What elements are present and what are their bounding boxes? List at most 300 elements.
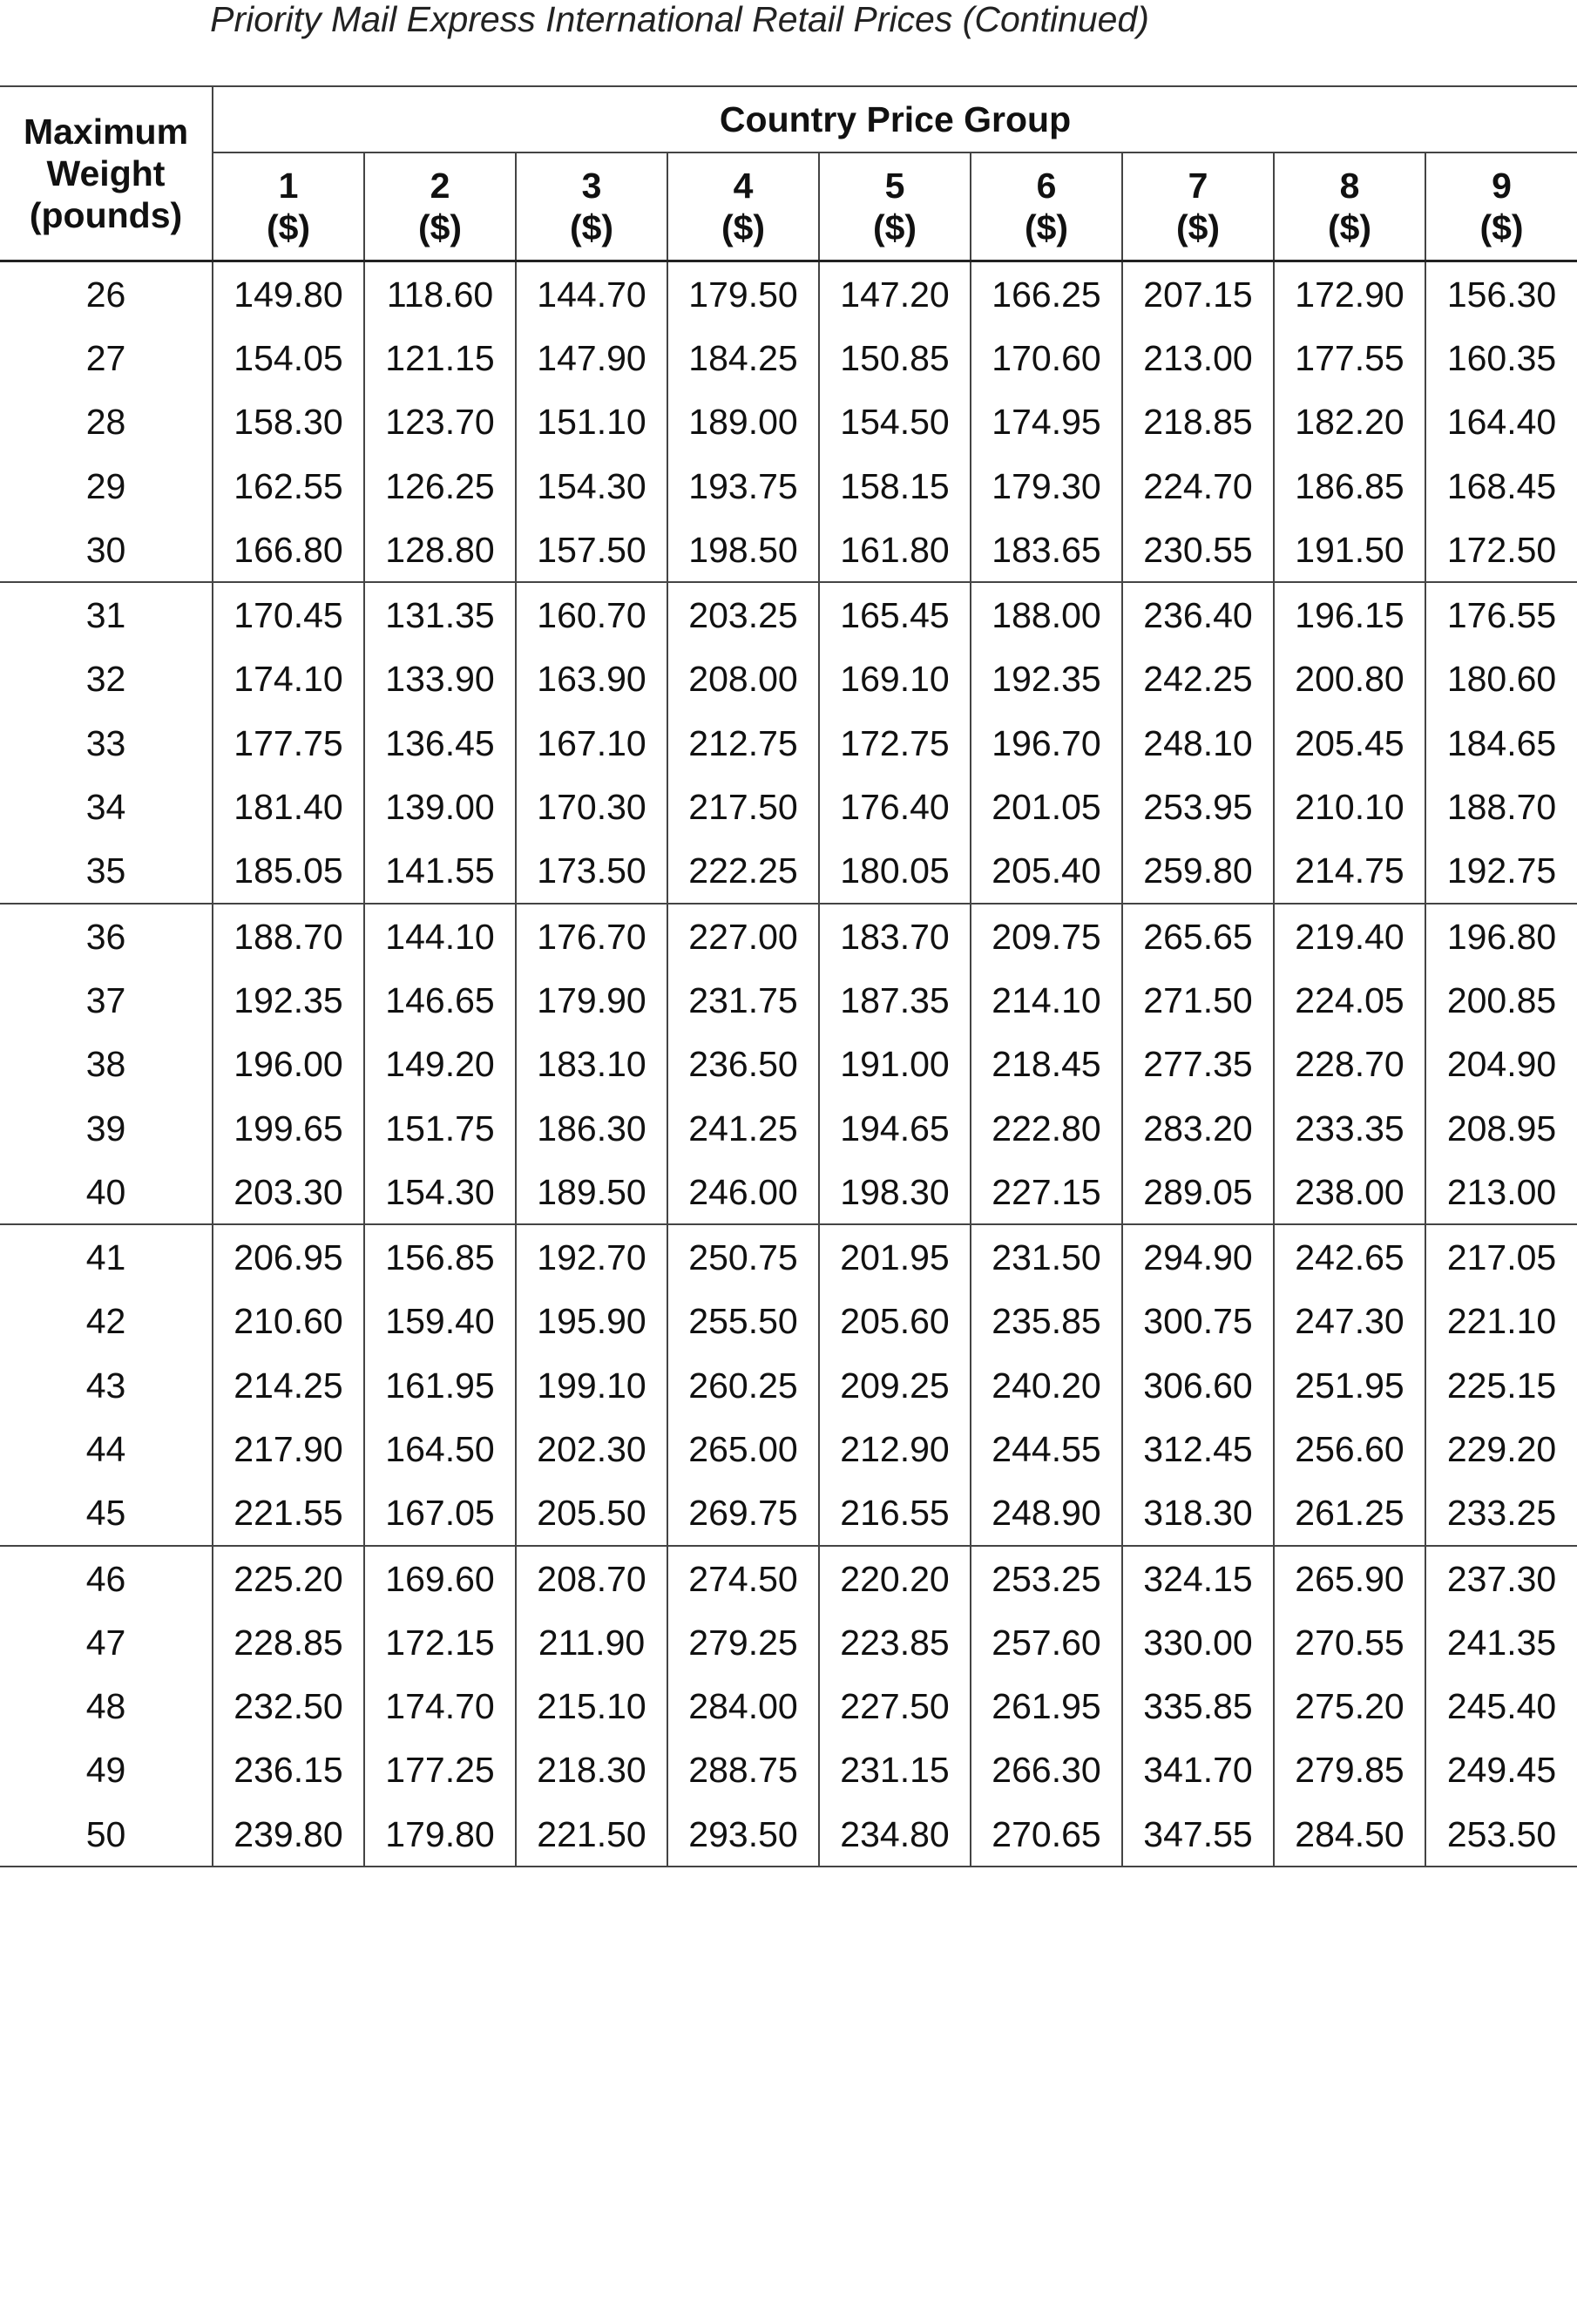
- weight-header-line: Weight: [46, 153, 166, 193]
- price-cell: 147.90: [516, 326, 667, 390]
- price-cell: 324.15: [1122, 1546, 1274, 1610]
- price-cell: 221.55: [213, 1481, 364, 1546]
- price-cell: 212.75: [667, 711, 819, 775]
- price-cell: 164.40: [1425, 390, 1577, 454]
- price-group-unit: ($): [569, 207, 614, 247]
- price-cell: 275.20: [1274, 1675, 1425, 1738]
- table-row: [0, 1353, 1577, 1417]
- price-cell: 221.50: [516, 1802, 667, 1867]
- price-cell: 179.90: [516, 968, 667, 1032]
- price-cell: 228.85: [213, 1610, 364, 1674]
- price-group-unit: ($): [1327, 207, 1372, 247]
- price-cell: 218.30: [516, 1738, 667, 1802]
- price-cell: 341.70: [1122, 1738, 1274, 1802]
- price-cell: 256.60: [1274, 1417, 1425, 1480]
- weight-cell: 27: [85, 337, 126, 378]
- weight-cell: 48: [85, 1686, 126, 1727]
- price-cell: 195.90: [516, 1290, 667, 1353]
- price-cell: 260.25: [667, 1353, 819, 1417]
- price-cell: 151.75: [364, 1096, 516, 1160]
- price-cell: 228.70: [1274, 1033, 1425, 1096]
- price-cell: 151.10: [516, 390, 667, 454]
- price-cell: 241.35: [1425, 1610, 1577, 1674]
- price-cell: 225.15: [1425, 1353, 1577, 1417]
- price-cell: 198.50: [667, 518, 819, 582]
- price-cell: 207.15: [1122, 261, 1274, 327]
- price-cell: 202.30: [516, 1417, 667, 1480]
- price-cell: 244.55: [971, 1417, 1122, 1480]
- price-group-number: 7: [1188, 166, 1208, 206]
- price-cell: 126.25: [364, 454, 516, 518]
- weight-cell: 42: [85, 1301, 126, 1342]
- price-cell: 224.05: [1274, 968, 1425, 1032]
- price-cell: 222.25: [667, 839, 819, 904]
- price-cell: 239.80: [213, 1802, 364, 1867]
- price-cell: 177.55: [1274, 326, 1425, 390]
- price-cell: 206.95: [213, 1224, 364, 1289]
- weight-header-line: Maximum: [23, 112, 189, 152]
- price-cell: 236.15: [213, 1738, 364, 1802]
- price-cell: 180.60: [1425, 647, 1577, 711]
- table-row: [0, 1481, 1577, 1546]
- price-cell: 154.30: [516, 454, 667, 518]
- table-row: [0, 1290, 1577, 1353]
- price-cell: 191.50: [1274, 518, 1425, 582]
- price-cell: 196.15: [1274, 582, 1425, 647]
- price-group-number: 6: [1036, 166, 1057, 206]
- price-cell: 224.70: [1122, 454, 1274, 518]
- weight-cell: 43: [85, 1365, 126, 1406]
- price-cell: 217.90: [213, 1417, 364, 1480]
- price-cell: 168.45: [1425, 454, 1577, 518]
- weight-header-line: (pounds): [29, 195, 183, 235]
- price-group-unit: ($): [721, 207, 766, 247]
- price-cell: 236.40: [1122, 582, 1274, 647]
- price-cell: 166.25: [971, 261, 1122, 327]
- price-group-8-header: [1274, 152, 1425, 261]
- price-cell: 265.00: [667, 1417, 819, 1480]
- price-cell: 149.80: [213, 261, 364, 327]
- table-row: [0, 1160, 1577, 1224]
- price-cell: 227.00: [667, 904, 819, 968]
- price-cell: 192.70: [516, 1224, 667, 1289]
- weight-cell: 47: [85, 1622, 126, 1663]
- weight-cell: 41: [85, 1237, 126, 1278]
- price-cell: 167.05: [364, 1481, 516, 1546]
- price-cell: 217.50: [667, 775, 819, 838]
- price-group-unit: ($): [1479, 207, 1524, 247]
- price-cell: 160.35: [1425, 326, 1577, 390]
- price-cell: 248.10: [1122, 711, 1274, 775]
- weight-cell: 31: [85, 595, 126, 636]
- price-cell: 160.70: [516, 582, 667, 647]
- price-group-number: 8: [1339, 166, 1360, 206]
- table-row: [0, 390, 1577, 454]
- price-cell: 199.10: [516, 1353, 667, 1417]
- price-group-number: 3: [581, 166, 602, 206]
- price-cell: 200.80: [1274, 647, 1425, 711]
- price-cell: 241.25: [667, 1096, 819, 1160]
- price-cell: 227.15: [971, 1160, 1122, 1224]
- price-cell: 318.30: [1122, 1481, 1274, 1546]
- price-cell: 162.55: [213, 454, 364, 518]
- table-row: [0, 454, 1577, 518]
- weight-cell: 33: [85, 722, 126, 763]
- price-cell: 165.45: [819, 582, 971, 647]
- price-cell: 201.05: [971, 775, 1122, 838]
- price-cell: 179.80: [364, 1802, 516, 1867]
- price-cell: 208.95: [1425, 1096, 1577, 1160]
- table-row: [0, 1738, 1577, 1802]
- price-cell: 251.95: [1274, 1353, 1425, 1417]
- price-cell: 156.30: [1425, 261, 1577, 327]
- price-cell: 253.25: [971, 1546, 1122, 1610]
- price-cell: 231.15: [819, 1738, 971, 1802]
- price-cell: 306.60: [1122, 1353, 1274, 1417]
- price-cell: 289.05: [1122, 1160, 1274, 1224]
- table-row: [0, 1610, 1577, 1674]
- table-row: [0, 1802, 1577, 1867]
- table-row: [0, 711, 1577, 775]
- price-cell: 203.30: [213, 1160, 364, 1224]
- price-cell: 192.35: [213, 968, 364, 1032]
- price-cell: 172.90: [1274, 261, 1425, 327]
- price-cell: 246.00: [667, 1160, 819, 1224]
- table-row: [0, 326, 1577, 390]
- price-cell: 205.50: [516, 1481, 667, 1546]
- price-group-number: 5: [884, 166, 905, 206]
- table-row: [0, 518, 1577, 582]
- price-group-1-header: [213, 152, 364, 261]
- weight-cell: 36: [85, 916, 126, 957]
- price-cell: 212.90: [819, 1417, 971, 1480]
- price-cell: 209.75: [971, 904, 1122, 968]
- price-cell: 218.45: [971, 1033, 1122, 1096]
- weight-cell: 49: [85, 1750, 126, 1791]
- price-cell: 250.75: [667, 1224, 819, 1289]
- price-cell: 215.10: [516, 1675, 667, 1738]
- price-cell: 347.55: [1122, 1802, 1274, 1867]
- price-cell: 161.95: [364, 1353, 516, 1417]
- price-cell: 269.75: [667, 1481, 819, 1546]
- price-group-number: 4: [733, 166, 754, 206]
- price-cell: 123.70: [364, 390, 516, 454]
- price-cell: 185.05: [213, 839, 364, 904]
- price-cell: 242.65: [1274, 1224, 1425, 1289]
- table-row: [0, 1033, 1577, 1096]
- price-cell: 177.25: [364, 1738, 516, 1802]
- weight-cell: 37: [85, 979, 126, 1020]
- price-cell: 170.60: [971, 326, 1122, 390]
- price-cell: 208.00: [667, 647, 819, 711]
- price-cell: 248.90: [971, 1481, 1122, 1546]
- price-cell: 261.25: [1274, 1481, 1425, 1546]
- price-cell: 205.40: [971, 839, 1122, 904]
- table-header: [0, 86, 1577, 261]
- price-cell: 172.50: [1425, 518, 1577, 582]
- price-cell: 214.25: [213, 1353, 364, 1417]
- price-cell: 172.75: [819, 711, 971, 775]
- country-price-group-header: Country Price Group: [213, 86, 1577, 152]
- price-cell: 147.20: [819, 261, 971, 327]
- price-cell: 205.45: [1274, 711, 1425, 775]
- weight-cell: 32: [85, 659, 126, 700]
- price-cell: 240.20: [971, 1353, 1122, 1417]
- price-cell: 210.10: [1274, 775, 1425, 838]
- price-group-7-header: [1122, 152, 1274, 261]
- price-cell: 191.00: [819, 1033, 971, 1096]
- price-cell: 242.25: [1122, 647, 1274, 711]
- table-row: [0, 582, 1577, 647]
- weight-cell: 50: [0, 1802, 213, 1867]
- table-row: [0, 839, 1577, 904]
- price-cell: 166.80: [213, 518, 364, 582]
- price-cell: 227.50: [819, 1675, 971, 1738]
- price-cell: 270.55: [1274, 1610, 1425, 1674]
- price-cell: 200.85: [1425, 968, 1577, 1032]
- price-cell: 154.30: [364, 1160, 516, 1224]
- price-cell: 156.85: [364, 1224, 516, 1289]
- price-cell: 219.40: [1274, 904, 1425, 968]
- price-cell: 213.00: [1122, 326, 1274, 390]
- price-cell: 177.75: [213, 711, 364, 775]
- price-cell: 169.60: [364, 1546, 516, 1610]
- price-cell: 203.25: [667, 582, 819, 647]
- price-group-unit: ($): [1175, 207, 1221, 247]
- price-cell: 131.35: [364, 582, 516, 647]
- price-cell: 293.50: [667, 1802, 819, 1867]
- price-cell: 279.25: [667, 1610, 819, 1674]
- price-group-number: 1: [278, 166, 299, 206]
- price-cell: 179.30: [971, 454, 1122, 518]
- price-cell: 193.75: [667, 454, 819, 518]
- weight-cell: 44: [85, 1428, 126, 1469]
- weight-cell: 26: [85, 274, 126, 315]
- price-cell: 204.90: [1425, 1033, 1577, 1096]
- price-cell: 180.05: [819, 839, 971, 904]
- price-cell: 257.60: [971, 1610, 1122, 1674]
- price-group-2-header: [364, 152, 516, 261]
- price-cell: 141.55: [364, 839, 516, 904]
- price-cell: 161.80: [819, 518, 971, 582]
- table-row: [0, 1096, 1577, 1160]
- price-cell: 170.30: [516, 775, 667, 838]
- price-cell: 196.80: [1425, 904, 1577, 968]
- price-cell: 150.85: [819, 326, 971, 390]
- price-cell: 271.50: [1122, 968, 1274, 1032]
- page-title: Priority Mail Express International Retail Prices (Continued): [210, 0, 1149, 39]
- price-cell: 121.15: [364, 326, 516, 390]
- table-row: [0, 1224, 1577, 1289]
- price-cell: 159.40: [364, 1290, 516, 1353]
- price-cell: 236.50: [667, 1033, 819, 1096]
- price-cell: 222.80: [971, 1096, 1122, 1160]
- price-cell: 294.90: [1122, 1224, 1274, 1289]
- price-cell: 247.30: [1274, 1290, 1425, 1353]
- price-cell: 144.70: [516, 261, 667, 327]
- price-cell: 312.45: [1122, 1417, 1274, 1480]
- price-cell: 253.50: [1425, 1802, 1577, 1867]
- price-cell: 196.70: [971, 711, 1122, 775]
- price-cell: 283.20: [1122, 1096, 1274, 1160]
- price-group-number: 9: [1492, 166, 1512, 206]
- price-cell: 220.20: [819, 1546, 971, 1610]
- price-cell: 158.30: [213, 390, 364, 454]
- price-cell: 335.85: [1122, 1675, 1274, 1738]
- price-cell: 182.20: [1274, 390, 1425, 454]
- price-cell: 245.40: [1425, 1675, 1577, 1738]
- price-cell: 158.15: [819, 454, 971, 518]
- price-group-unit: ($): [417, 207, 463, 247]
- price-cell: 146.65: [364, 968, 516, 1032]
- price-cell: 187.35: [819, 968, 971, 1032]
- price-group-number: 2: [430, 166, 450, 206]
- price-cell: 176.40: [819, 775, 971, 838]
- price-cell: 265.90: [1274, 1546, 1425, 1610]
- price-group-5-header: [819, 152, 971, 261]
- price-cell: 173.50: [516, 839, 667, 904]
- price-cell: 229.20: [1425, 1417, 1577, 1480]
- price-cell: 196.00: [213, 1033, 364, 1096]
- price-cell: 192.75: [1425, 839, 1577, 904]
- price-cell: 284.50: [1274, 1802, 1425, 1867]
- price-cell: 300.75: [1122, 1290, 1274, 1353]
- price-group-4-header: [667, 152, 819, 261]
- price-cell: 214.75: [1274, 839, 1425, 904]
- weight-cell: 39: [85, 1108, 126, 1148]
- price-cell: 211.90: [516, 1610, 667, 1674]
- weight-cell: 28: [85, 402, 126, 443]
- price-cell: 259.80: [1122, 839, 1274, 904]
- price-group-unit: ($): [872, 207, 917, 247]
- price-cell: 237.30: [1425, 1546, 1577, 1610]
- price-cell: 163.90: [516, 647, 667, 711]
- price-cell: 133.90: [364, 647, 516, 711]
- price-cell: 149.20: [364, 1033, 516, 1096]
- price-cell: 208.70: [516, 1546, 667, 1610]
- price-cell: 223.85: [819, 1610, 971, 1674]
- price-cell: 188.70: [213, 904, 364, 968]
- price-cell: 209.25: [819, 1353, 971, 1417]
- price-cell: 189.00: [667, 390, 819, 454]
- price-cell: 255.50: [667, 1290, 819, 1353]
- price-cell: 270.65: [971, 1802, 1122, 1867]
- price-cell: 174.10: [213, 647, 364, 711]
- price-cell: 176.70: [516, 904, 667, 968]
- price-cell: 199.65: [213, 1096, 364, 1160]
- price-cell: 186.85: [1274, 454, 1425, 518]
- price-cell: 231.50: [971, 1224, 1122, 1289]
- price-group-unit: ($): [266, 207, 311, 247]
- table-row: [0, 261, 1577, 327]
- table-body: [0, 261, 1577, 1867]
- price-cell: 253.95: [1122, 775, 1274, 838]
- price-cell: 139.00: [364, 775, 516, 838]
- price-cell: 284.00: [667, 1675, 819, 1738]
- price-cell: 233.35: [1274, 1096, 1425, 1160]
- price-cell: 277.35: [1122, 1033, 1274, 1096]
- table-row: [0, 647, 1577, 711]
- price-cell: 232.50: [213, 1675, 364, 1738]
- weight-cell: 40: [0, 1160, 213, 1224]
- price-cell: 230.55: [1122, 518, 1274, 582]
- price-cell: 183.65: [971, 518, 1122, 582]
- price-cell: 154.05: [213, 326, 364, 390]
- table-row: [0, 968, 1577, 1032]
- price-cell: 188.00: [971, 582, 1122, 647]
- price-cell: 183.70: [819, 904, 971, 968]
- weight-column-header: [0, 86, 213, 261]
- price-cell: 194.65: [819, 1096, 971, 1160]
- price-cell: 234.80: [819, 1802, 971, 1867]
- table-row: [0, 775, 1577, 838]
- price-table: [0, 85, 1577, 1867]
- weight-cell: 46: [85, 1558, 126, 1599]
- price-cell: 189.50: [516, 1160, 667, 1224]
- weight-cell: 30: [0, 518, 213, 582]
- price-cell: 233.25: [1425, 1481, 1577, 1546]
- weight-cell: 45: [0, 1481, 213, 1546]
- price-cell: 172.15: [364, 1610, 516, 1674]
- price-cell: 170.45: [213, 582, 364, 647]
- price-cell: 205.60: [819, 1290, 971, 1353]
- price-cell: 221.10: [1425, 1290, 1577, 1353]
- price-cell: 179.50: [667, 261, 819, 327]
- price-cell: 169.10: [819, 647, 971, 711]
- price-group-9-header: [1425, 152, 1577, 261]
- price-cell: 279.85: [1274, 1738, 1425, 1802]
- price-group-header-row: [0, 152, 1577, 261]
- price-cell: 265.65: [1122, 904, 1274, 968]
- table-row: [0, 1417, 1577, 1480]
- price-cell: 164.50: [364, 1417, 516, 1480]
- price-cell: 198.30: [819, 1160, 971, 1224]
- price-cell: 231.75: [667, 968, 819, 1032]
- price-group-3-header: [516, 152, 667, 261]
- price-cell: 213.00: [1425, 1160, 1577, 1224]
- price-cell: 238.00: [1274, 1160, 1425, 1224]
- price-cell: 144.10: [364, 904, 516, 968]
- table-row: [0, 1675, 1577, 1738]
- price-cell: 261.95: [971, 1675, 1122, 1738]
- price-cell: 249.45: [1425, 1738, 1577, 1802]
- price-cell: 183.10: [516, 1033, 667, 1096]
- price-cell: 128.80: [364, 518, 516, 582]
- price-cell: 266.30: [971, 1738, 1122, 1802]
- weight-cell: 29: [85, 465, 126, 506]
- price-cell: 330.00: [1122, 1610, 1274, 1674]
- price-group-unit: ($): [1024, 207, 1069, 247]
- table-row: [0, 904, 1577, 968]
- price-cell: 218.85: [1122, 390, 1274, 454]
- price-cell: 288.75: [667, 1738, 819, 1802]
- price-cell: 174.70: [364, 1675, 516, 1738]
- price-cell: 136.45: [364, 711, 516, 775]
- weight-cell: 34: [85, 787, 126, 828]
- price-cell: 192.35: [971, 647, 1122, 711]
- price-cell: 154.50: [819, 390, 971, 454]
- weight-cell: 38: [85, 1044, 126, 1085]
- price-cell: 214.10: [971, 968, 1122, 1032]
- price-cell: 188.70: [1425, 775, 1577, 838]
- table-row: [0, 1546, 1577, 1610]
- price-cell: 201.95: [819, 1224, 971, 1289]
- price-cell: 225.20: [213, 1546, 364, 1610]
- price-cell: 184.65: [1425, 711, 1577, 775]
- price-cell: 210.60: [213, 1290, 364, 1353]
- price-cell: 157.50: [516, 518, 667, 582]
- price-cell: 216.55: [819, 1481, 971, 1546]
